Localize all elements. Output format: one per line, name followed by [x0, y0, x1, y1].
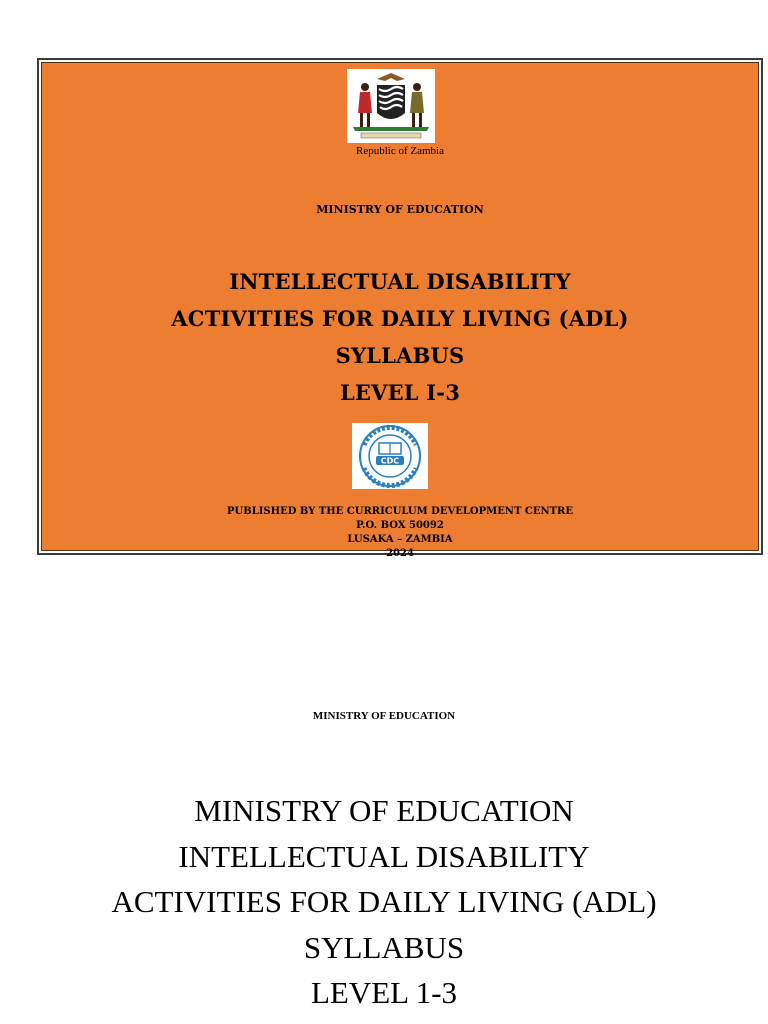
- page-title: [0, 788, 768, 1016]
- cover-title-line: ACTIVITIES FOR DAILY LIVING (ADL): [171, 306, 629, 331]
- publisher-block: [42, 505, 758, 561]
- republic-label: Republic of Zambia: [356, 145, 444, 157]
- cover-title: [42, 263, 758, 411]
- publisher-line: P.O. BOX 50092: [356, 520, 444, 531]
- cover-title-line: LEVEL I-3: [339, 380, 461, 405]
- cdc-logo-icon: [352, 423, 428, 489]
- publisher-line: LUSAKA – ZAMBIA: [347, 534, 453, 545]
- cover-panel: [41, 62, 759, 559]
- ministry-heading: MINISTRY OF EDUCATION: [312, 710, 456, 722]
- cover-title-line: INTELLECTUAL DISABILITY: [229, 269, 571, 294]
- publisher-line: PUBLISHED BY THE CURRICULUM DEVELOPMENT CENTRE: [227, 506, 573, 517]
- ministry-label: MINISTRY OF EDUCATION: [316, 203, 484, 216]
- title-line: SYLLABUS: [303, 929, 465, 965]
- publisher-line: 2024: [386, 548, 414, 559]
- title-line: INTELLECTUAL DISABILITY: [178, 838, 590, 874]
- cover-page: [37, 58, 763, 559]
- cover-title-line: SYLLABUS: [335, 343, 465, 368]
- svg-text:CDC: CDC: [380, 456, 400, 466]
- title-line: ACTIVITIES FOR DAILY LIVING (ADL): [111, 884, 657, 919]
- coat-of-arms-icon: [347, 69, 435, 143]
- title-line: LEVEL 1-3: [310, 975, 458, 1010]
- title-line: MINISTRY OF EDUCATION: [194, 793, 574, 828]
